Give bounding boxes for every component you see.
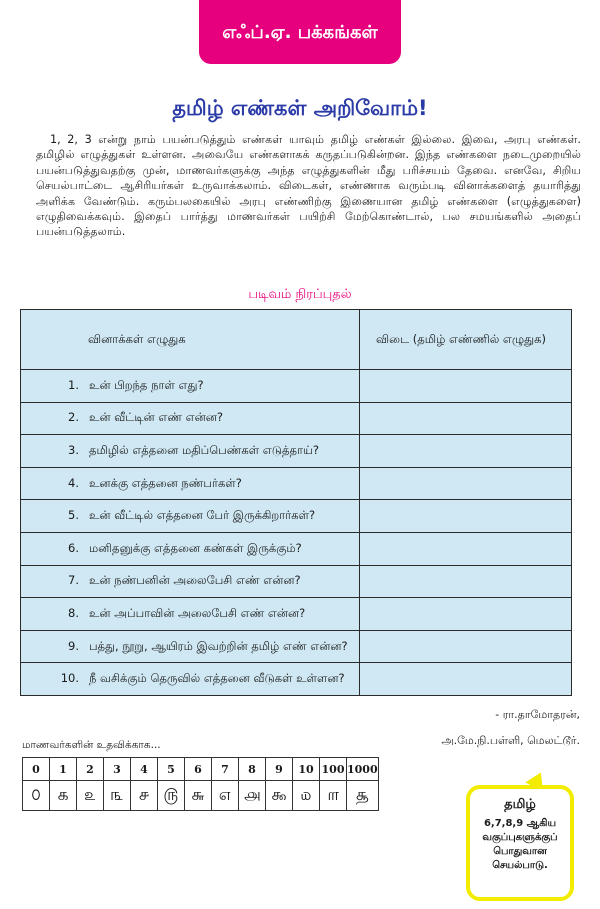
question-column-header: வினாக்கள் எழுதுக [21, 310, 360, 370]
page-title: தமிழ் எண்கள் அறிவோம்! [172, 96, 428, 120]
table-row [21, 467, 572, 500]
arabic-numeral-row [23, 758, 379, 781]
arabic-numeral: 1 [50, 758, 77, 781]
arabic-numeral: 6 [185, 758, 212, 781]
tamil-numeral: ௲ [347, 781, 379, 811]
tamil-numeral: ௩ [104, 781, 131, 811]
question-text: தமிழில் எத்தனை மதிப்பெண்கள் எடுத்தாய்? [89, 442, 319, 457]
table-row [21, 500, 572, 533]
question-text: பத்து, நூறு, ஆயிரம் இவற்றின் தமிழ் எண் என்ன? [89, 638, 348, 653]
arabic-numeral: 9 [266, 758, 293, 781]
question-cell [21, 402, 360, 435]
signature [441, 702, 580, 754]
arabic-numeral: 1000 [347, 758, 379, 781]
question-number: 9. [68, 638, 79, 653]
question-text: நீ வசிக்கும் தெருவில் எத்தனை வீடுகள் உள்ளன? [89, 671, 345, 686]
question-cell [21, 435, 360, 468]
table-row [21, 370, 572, 403]
question-cell [21, 467, 360, 500]
tamil-numeral: ௧ [50, 781, 77, 811]
table-row [21, 663, 572, 696]
answer-cell[interactable] [360, 370, 572, 403]
arabic-numeral: 7 [212, 758, 239, 781]
answer-cell[interactable] [360, 467, 572, 500]
question-number: 7. [68, 573, 79, 588]
tamil-numeral: ௨ [77, 781, 104, 811]
question-text: உன் அப்பாவின் அலைபேசி எண் என்ன? [89, 605, 306, 620]
question-text: உன் வீட்டில் எத்தனை பேர் இருக்கிறார்கள்? [89, 508, 316, 523]
question-table [20, 309, 572, 696]
table-row [21, 435, 572, 468]
author-name: - ரா.தாமோதரன், [495, 708, 580, 721]
question-text: உன் நண்பனின் அலைபேசி எண் என்ன? [89, 573, 301, 588]
arabic-numeral: 8 [239, 758, 266, 781]
answer-cell[interactable] [360, 565, 572, 598]
section-tab-label: எஃப்.ஏ. பக்கங்கள் [222, 22, 378, 43]
question-number: 10. [60, 671, 79, 686]
tamil-numeral: ௱ [320, 781, 347, 811]
answer-cell[interactable] [360, 402, 572, 435]
answer-cell[interactable] [360, 435, 572, 468]
answer-column-header: விடை (தமிழ் எண்ணில் எழுதுக) [360, 310, 572, 370]
arabic-numeral: 4 [131, 758, 158, 781]
question-cell [21, 663, 360, 696]
table-row [21, 630, 572, 663]
arabic-numeral: 10 [293, 758, 320, 781]
question-number: 8. [68, 605, 79, 620]
question-number: 5. [68, 508, 79, 523]
question-number: 2. [68, 410, 79, 425]
tamil-numeral: ௮ [239, 781, 266, 811]
author-school: அ.மே.நி.பள்ளி, மெலட்டூர். [441, 734, 580, 747]
arabic-numeral: 5 [158, 758, 185, 781]
table-row [21, 402, 572, 435]
tamil-numeral: ௭ [212, 781, 239, 811]
question-cell [21, 598, 360, 631]
numeral-table [22, 757, 379, 811]
table-row [21, 565, 572, 598]
question-text: உனக்கு எத்தனை நண்பர்கள்? [89, 475, 242, 490]
answer-cell[interactable] [360, 532, 572, 565]
table-row [21, 598, 572, 631]
question-cell [21, 370, 360, 403]
answer-cell[interactable] [360, 663, 572, 696]
question-cell [21, 532, 360, 565]
tamil-numeral: ௫ [158, 781, 185, 811]
question-cell [21, 630, 360, 663]
tamil-numeral: ௰ [293, 781, 320, 811]
class-badge [466, 785, 574, 901]
intro-paragraph: 1, 2, 3 என்று நாம் பயன்படுத்தும் எண்கள் யாவும் தமிழ் எண்கள் இல்லை. இவை, அரபு எண்கள். தமிழில் எழுத்துகள் உள்ளன. அவையே எண்களாகக் கருதப்படுகின்றன. இந்த எண்களை நடைமுறையில் பயன்படுத்துவதற்கு முன், மாணவர்களுக்கு அந்த எழுத்துகளின் மீது பரிச்சயம் தேவை. எனவே, சிறிய செயல்பாட்டை ஆசிரியர்கள் உருவாக்கலாம். விடைகள், எண்ணாக வரும்படி வினாக்களைத் தயாரித்து அளிக்க வேண்டும். கரும்பலகையில் அரபு எண்ணிற்கு இணையான தமிழ் எண்களை (எழுத்துகளை) எழுதிவைக்கவும். இதைப் பார்த்து மாணவர்கள் பயிற்சி மேற்கொண்டால், பல சமயங்களில் அதைப் பயன்படுத்தலாம். [36, 133, 581, 239]
helper-label: மாணவர்களின் உதவிக்காக... [22, 739, 161, 751]
arabic-numeral: 2 [77, 758, 104, 781]
badge-title: தமிழ் [504, 797, 536, 812]
table-row [21, 532, 572, 565]
question-text: உன் வீட்டின் எண் என்ன? [89, 410, 224, 425]
section-tab [199, 0, 401, 64]
question-number: 1. [68, 377, 79, 392]
answer-cell[interactable] [360, 598, 572, 631]
form-title: படிவம் நிரப்புதல் [248, 287, 352, 302]
answer-cell[interactable] [360, 630, 572, 663]
question-text: உன் பிறந்த நாள் எது? [89, 377, 204, 392]
tamil-numeral-row [23, 781, 379, 811]
question-cell [21, 565, 360, 598]
table-header-row [21, 310, 572, 370]
arabic-numeral: 3 [104, 758, 131, 781]
question-number: 6. [68, 540, 79, 555]
tamil-numeral: ௬ [185, 781, 212, 811]
question-cell [21, 500, 360, 533]
badge-text: 6,7,8,9 ஆகிய வகுப்புகளுக்குப் பொதுவான செயல்பாடு. [482, 818, 558, 871]
tamil-numeral: ௪ [131, 781, 158, 811]
question-text: மனிதனுக்கு எத்தனை கண்கள் இருக்கும்? [89, 540, 302, 555]
tamil-numeral: ௯ [266, 781, 293, 811]
question-number: 3. [68, 442, 79, 457]
tamil-numeral: ௦ [23, 781, 50, 811]
arabic-numeral: 0 [23, 758, 50, 781]
answer-cell[interactable] [360, 500, 572, 533]
arabic-numeral: 100 [320, 758, 347, 781]
question-number: 4. [68, 475, 79, 490]
